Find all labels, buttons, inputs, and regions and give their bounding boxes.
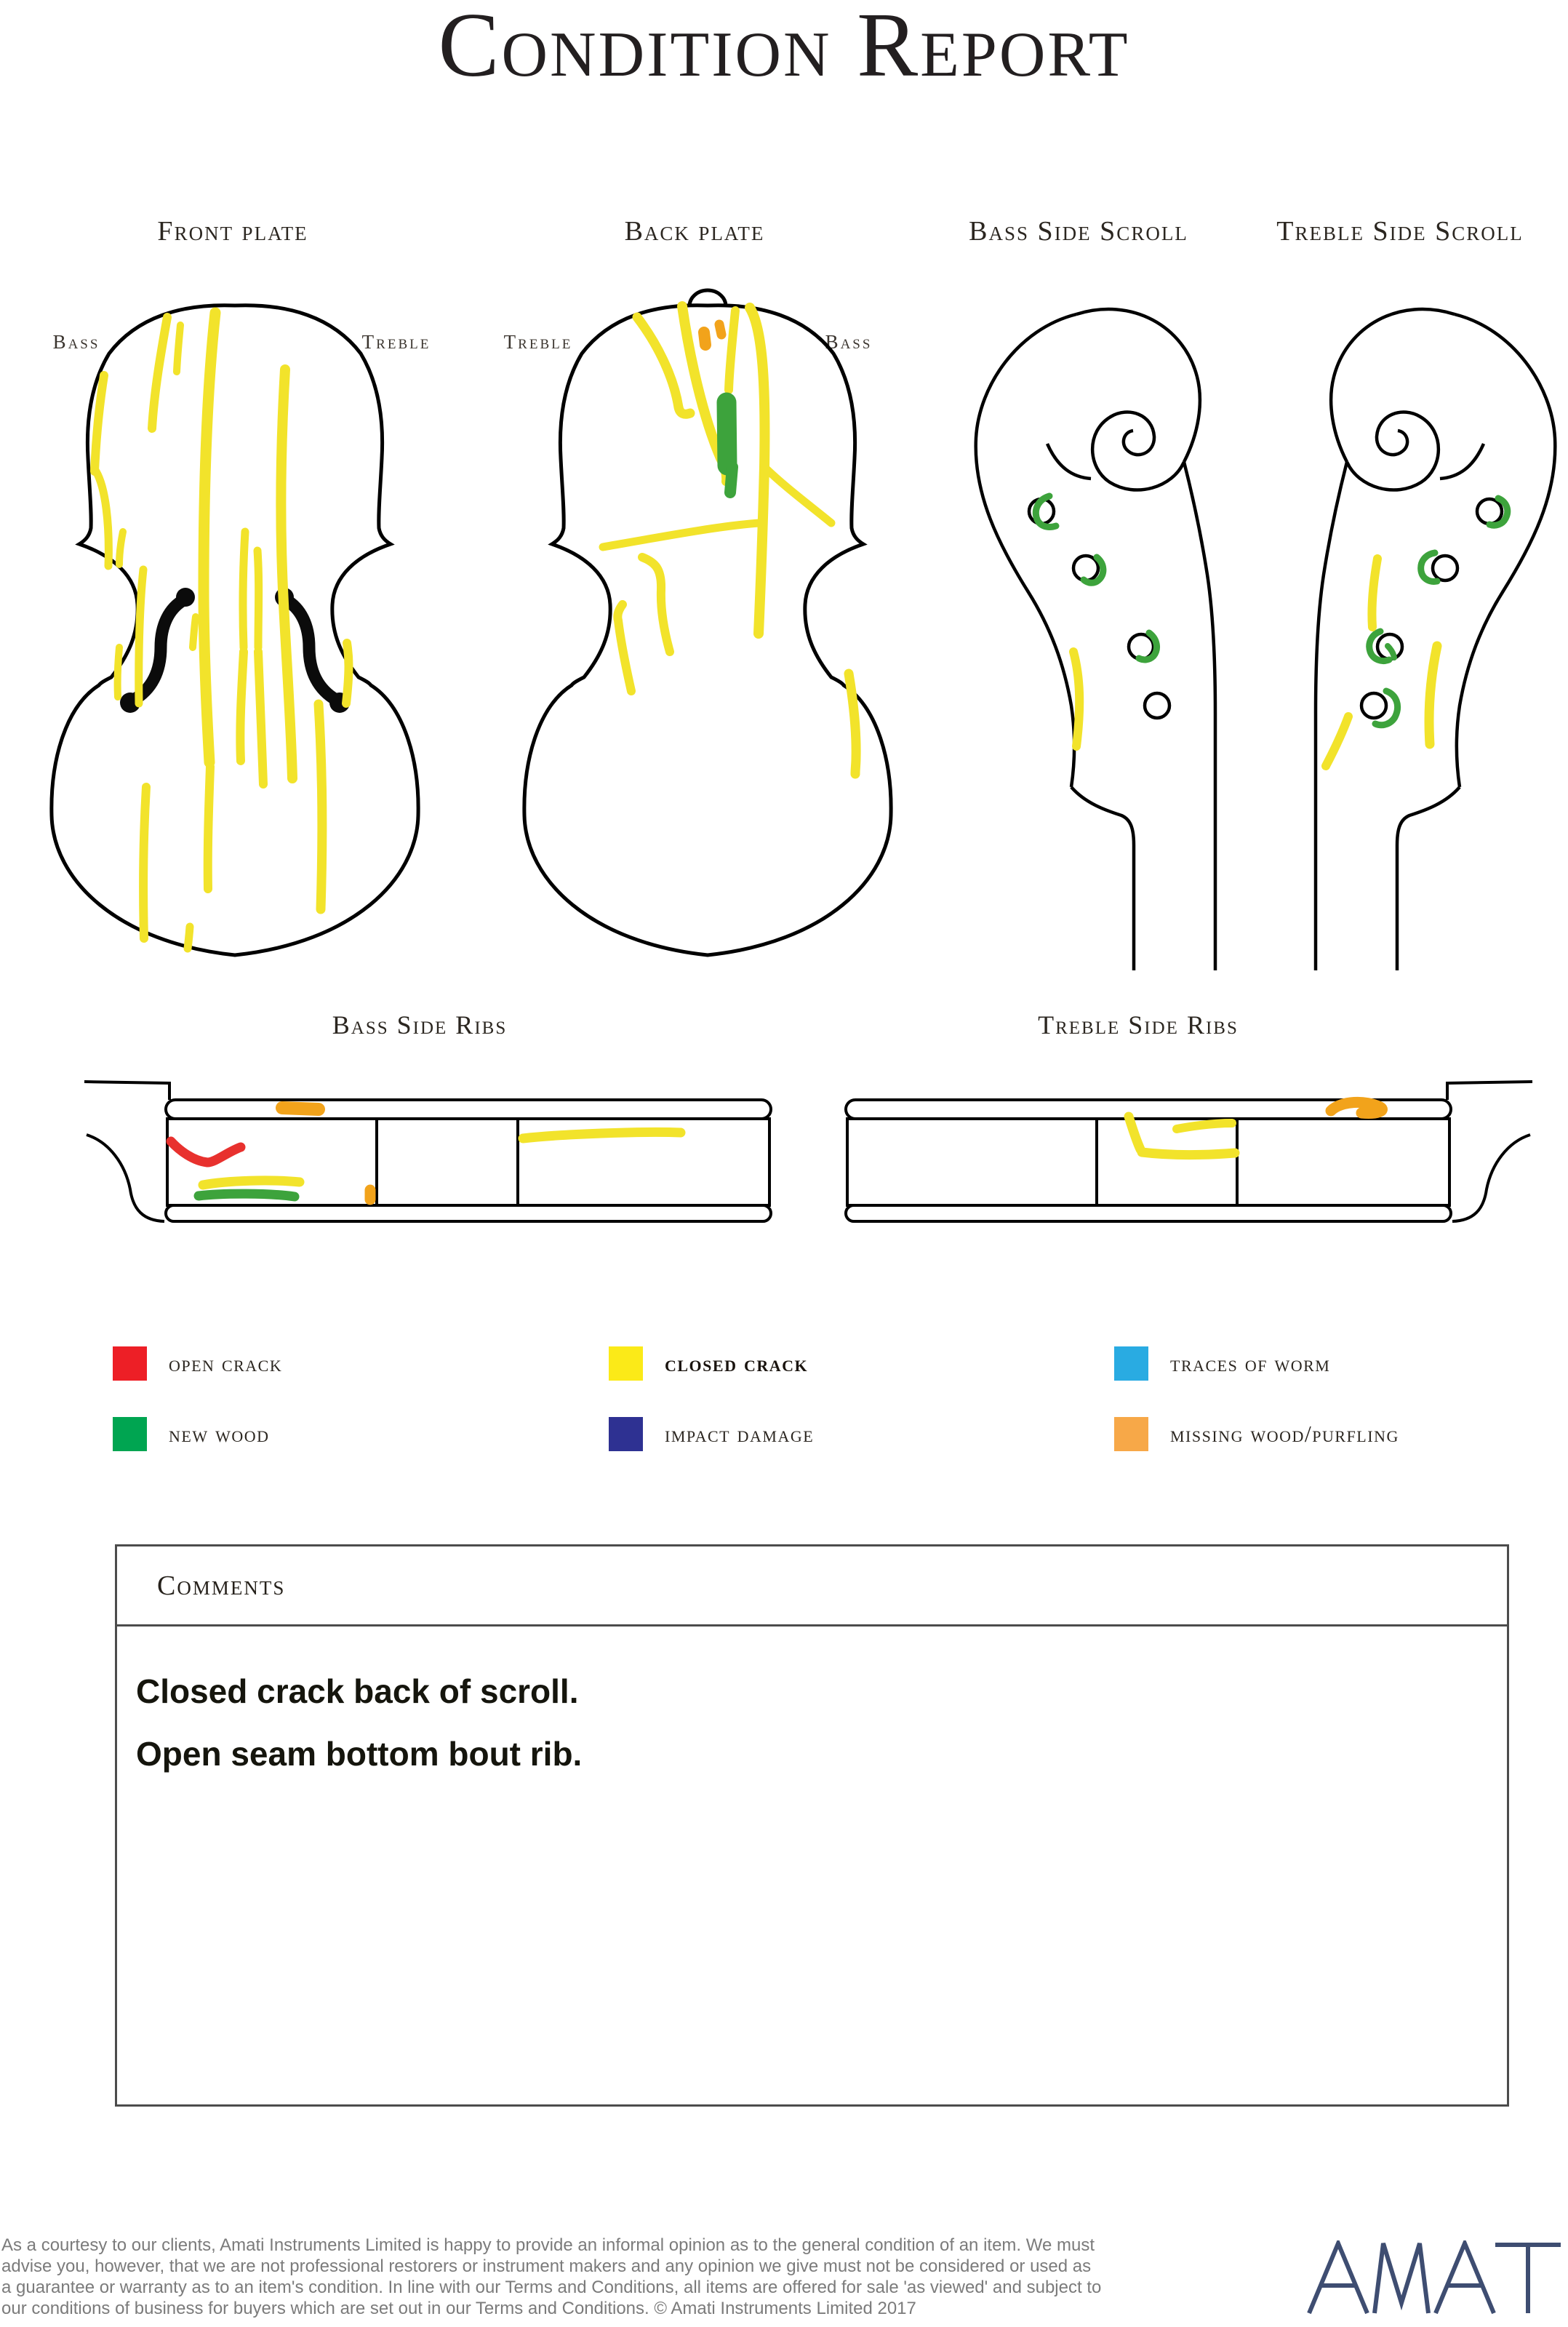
mark-closed_crack	[188, 927, 190, 949]
disclaimer-line: a guarantee or warranty as to an item's condition. In line with our Terms and Conditions, all items are offered for sale 'as viewed' and subject to	[1, 2278, 1102, 2297]
bass-ribs-marks	[171, 1108, 681, 1200]
mark-closed_crack	[143, 787, 146, 938]
comments-box	[115, 1544, 1509, 2107]
open_crack-label: open crack	[169, 1350, 283, 1376]
back-plate-label: Back plate	[624, 216, 765, 247]
amati-logo-strokes	[1309, 2243, 1568, 2313]
comments-heading: Comments	[157, 1570, 286, 1601]
mark-closed_crack	[243, 532, 245, 647]
mark-open_crack	[171, 1141, 241, 1162]
bass-scroll-diagram	[967, 284, 1273, 975]
mark-closed_crack	[617, 604, 631, 691]
treble-scroll-diagram	[1280, 284, 1568, 975]
comments-header	[117, 1546, 1507, 1626]
mark-closed_crack	[319, 704, 322, 909]
treble-ribs-diagram	[822, 1062, 1568, 1229]
mark-missing_wood	[704, 332, 705, 345]
traces_of_worm-label: traces of worm	[1170, 1350, 1331, 1376]
footer-disclaimer	[1, 2235, 1194, 2319]
mark-closed_crack	[346, 643, 349, 703]
legend-item-traces_of_worm	[1114, 1346, 1399, 1381]
comment-line: Closed crack back of scroll.	[136, 1672, 579, 1710]
legend	[113, 1346, 1399, 1451]
legend-item-missing_wood	[1114, 1417, 1399, 1451]
f-hole-bass	[120, 588, 195, 713]
disclaimer-line: our conditions of business for buyers which are set out in our Terms and Conditions. © Amati Instruments Limited 2017	[1, 2299, 916, 2318]
mark-new_wood	[199, 1194, 295, 1197]
mark-closed_crack	[257, 551, 259, 647]
legend-item-closed_crack	[609, 1346, 1114, 1381]
mark-new_wood	[1388, 646, 1394, 658]
mark-closed_crack	[1142, 1152, 1235, 1155]
missing_wood-label: missing wood/purfling	[1170, 1421, 1399, 1447]
front-bass-side-label: Bass	[52, 331, 100, 353]
mark-missing_wood	[282, 1108, 319, 1109]
new_wood-label: new wood	[169, 1421, 270, 1447]
front-plate-diagram	[29, 284, 451, 975]
mark-closed_crack	[193, 617, 196, 647]
peg-hole	[1361, 693, 1386, 718]
bass-ribs-diagram	[73, 1062, 807, 1229]
peg-hole	[1477, 499, 1502, 524]
mark-closed_crack	[152, 317, 167, 428]
front-plate-label: Front plate	[157, 216, 308, 247]
comment-line: Open seam bottom bout rib.	[136, 1735, 583, 1773]
mark-closed_crack	[258, 652, 263, 784]
mark-closed_crack	[1129, 1117, 1140, 1149]
mark-closed_crack	[729, 311, 735, 390]
mark-closed_crack	[1326, 717, 1348, 766]
peg-hole	[1145, 693, 1169, 718]
treble-ribs-label: Treble Side Ribs	[1038, 1010, 1239, 1039]
back-treble-side-label: Treble	[503, 331, 573, 353]
mark-closed_crack	[95, 375, 104, 471]
mark-closed_crack	[1073, 652, 1079, 746]
mark-closed_crack	[642, 557, 670, 652]
disclaimer-line: advise you, however, that we are not professional restorers or instrument makers and any opinion we give must not be considered or used as	[1, 2256, 1092, 2276]
back-plate-diagram	[502, 284, 924, 975]
bass-ribs-label: Bass Side Ribs	[332, 1010, 508, 1039]
legend-item-impact_damage	[609, 1417, 1114, 1451]
bass-scroll-marks	[1036, 496, 1156, 746]
mark-closed_crack	[523, 1132, 681, 1138]
mark-closed_crack	[204, 313, 215, 762]
mark-closed_crack	[240, 652, 244, 761]
peg-hole	[1433, 556, 1457, 580]
closed_crack-label: closed crack	[665, 1350, 809, 1376]
mark-closed_crack	[1429, 646, 1437, 744]
mark-closed_crack	[119, 532, 123, 564]
mark-closed_crack	[203, 1181, 300, 1185]
mark-missing_wood	[1331, 1102, 1382, 1113]
mark-closed_crack	[849, 674, 856, 774]
new_wood-swatch	[113, 1417, 147, 1451]
treble-scroll-label: Treble Side Scroll	[1276, 216, 1524, 247]
impact_damage-swatch	[609, 1417, 643, 1451]
mark-new_wood	[730, 467, 732, 492]
traces_of_worm-swatch	[1114, 1346, 1148, 1381]
front-treble-side-label: Treble	[361, 331, 431, 353]
back-plate-outline	[524, 306, 891, 955]
mark-closed_crack	[281, 370, 292, 778]
amati-logo	[1302, 2240, 1568, 2316]
legend-item-new_wood	[113, 1417, 609, 1451]
mark-closed_crack	[765, 468, 831, 523]
mark-closed_crack	[177, 325, 180, 372]
mark-closed_crack	[208, 767, 210, 889]
bass-scroll-label: Bass Side Scroll	[969, 216, 1188, 247]
disclaimer-line: As a courtesy to our clients, Amati Instruments Limited is happy to provide an informal opinion as to the general condition of an item. We must	[1, 2235, 1095, 2255]
mark-closed_crack	[603, 523, 759, 547]
mark-missing_wood	[719, 324, 721, 335]
impact_damage-label: impact damage	[665, 1421, 815, 1447]
back-bass-side-label: Bass	[825, 331, 873, 353]
mark-closed_crack	[118, 647, 119, 697]
mark-closed_crack	[1177, 1123, 1232, 1129]
closed_crack-swatch	[609, 1346, 643, 1381]
back-plate-marks	[603, 306, 856, 774]
missing_wood-swatch	[1114, 1417, 1148, 1451]
treble-ribs-marks	[1129, 1102, 1382, 1154]
mark-closed_crack	[139, 570, 143, 703]
front-plate-outline	[52, 306, 418, 955]
comments-text	[117, 1626, 1507, 1785]
mark-closed_crack	[1372, 559, 1377, 627]
bass-scroll-outline	[976, 309, 1215, 970]
legend-item-open_crack	[113, 1346, 609, 1381]
treble-scroll-outline	[1316, 309, 1555, 970]
open_crack-swatch	[113, 1346, 147, 1381]
page-title: Condition Report	[438, 0, 1130, 96]
